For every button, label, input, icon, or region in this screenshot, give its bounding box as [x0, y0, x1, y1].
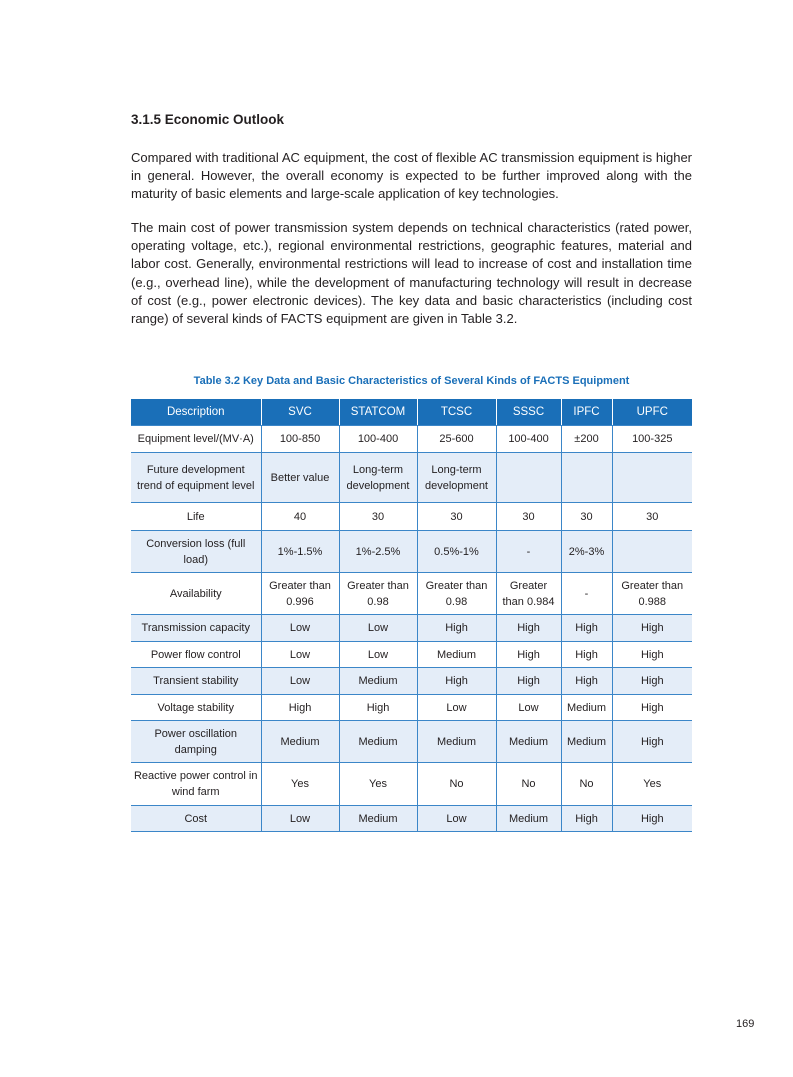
column-header: SVC	[261, 399, 339, 426]
paragraph: Compared with traditional AC equipment, the cost of flexible AC transmission equipment is higher in general. However, the overall economy is expected to be further improved along with the maturity of basic elements and large-scale application of key technologies.	[131, 150, 692, 202]
table-cell: Low	[339, 642, 417, 668]
table-caption: Table 3.2 Key Data and Basic Characteristics of Several Kinds of FACTS Equipment	[193, 375, 630, 387]
table-cell: Medium	[261, 721, 339, 763]
table-cell: Low	[261, 668, 339, 695]
row-label: Reactive power control in wind farm	[131, 763, 261, 806]
table-cell: High	[612, 806, 692, 832]
table-row	[131, 806, 692, 832]
table-cell: 30	[339, 503, 417, 531]
table-cell: High	[612, 642, 692, 668]
table-cell: Greater than 0.984	[496, 573, 561, 615]
table-cell: Medium	[417, 721, 496, 763]
row-label: Availability	[131, 573, 261, 615]
table-cell: High	[496, 642, 561, 668]
table-cell: High	[612, 721, 692, 763]
table-cell: Medium	[496, 806, 561, 832]
table-row	[131, 615, 692, 642]
column-header: TCSC	[417, 399, 496, 426]
section-heading: 3.1.5 Economic Outlook	[131, 112, 285, 127]
table-row	[131, 426, 692, 453]
table-cell: No	[417, 763, 496, 806]
table-row	[131, 642, 692, 668]
row-label: Conversion loss (full load)	[131, 531, 261, 573]
table-cell: No	[561, 763, 612, 806]
table-cell: Low	[261, 806, 339, 832]
table-cell: 1%-1.5%	[261, 531, 339, 573]
table-cell: High	[339, 695, 417, 721]
table-cell: High	[417, 668, 496, 695]
table-row	[131, 531, 692, 573]
row-label: Cost	[131, 806, 261, 832]
row-label: Life	[131, 503, 261, 531]
table-cell: High	[612, 615, 692, 642]
table-cell: 30	[561, 503, 612, 531]
row-label: Future development trend of equipment level	[131, 453, 261, 503]
column-header: SSSC	[496, 399, 561, 426]
table-cell: Low	[496, 695, 561, 721]
table-cell: 40	[261, 503, 339, 531]
column-header: STATCOM	[339, 399, 417, 426]
table-cell: High	[561, 668, 612, 695]
table-cell	[561, 453, 612, 503]
paragraph: The main cost of power transmission system depends on technical characteristics (rated power, operating voltage, etc.), regional environmental restrictions, geographic features, material and labor cost. Generally, environmental restrictions will lead to increase of cost and installation time (e.g., overhead line), while the development of manufacturing technology will result in decrease of cost (e.g., power electronic devices). The key data and basic characteristics (including cost range) of several kinds of FACTS equipment are given in Table 3.2.	[131, 220, 692, 327]
table-cell: Medium	[561, 695, 612, 721]
table-cell: 30	[612, 503, 692, 531]
page-number: 169	[736, 1018, 755, 1030]
table-cell	[496, 453, 561, 503]
table-cell: 1%-2.5%	[339, 531, 417, 573]
table-cell: Medium	[339, 668, 417, 695]
table-cell: High	[561, 806, 612, 832]
row-label: Power oscillation damping	[131, 721, 261, 763]
table-cell: Low	[339, 615, 417, 642]
table-cell: -	[561, 573, 612, 615]
table-cell: Greater than 0.996	[261, 573, 339, 615]
table-row	[131, 721, 692, 763]
table-cell: Long-term development	[417, 453, 496, 503]
table-cell: High	[612, 695, 692, 721]
table-row	[131, 695, 692, 721]
table-cell: 30	[417, 503, 496, 531]
table-cell: High	[496, 615, 561, 642]
table-cell: 100-400	[496, 426, 561, 453]
table-cell: High	[561, 642, 612, 668]
table-cell: Medium	[339, 806, 417, 832]
table-cell: High	[261, 695, 339, 721]
table-row	[131, 453, 692, 503]
row-label: Transmission capacity	[131, 615, 261, 642]
table-cell: Low	[261, 642, 339, 668]
table-row	[131, 573, 692, 615]
table-row	[131, 668, 692, 695]
table-cell	[612, 531, 692, 573]
row-label: Power flow control	[131, 642, 261, 668]
row-label: Voltage stability	[131, 695, 261, 721]
column-header: UPFC	[612, 399, 692, 426]
table-cell: 0.5%-1%	[417, 531, 496, 573]
table-cell: Greater than 0.98	[339, 573, 417, 615]
table-cell: ±200	[561, 426, 612, 453]
table-cell: High	[417, 615, 496, 642]
table-cell: Low	[261, 615, 339, 642]
column-header: IPFC	[561, 399, 612, 426]
table-cell: Medium	[496, 721, 561, 763]
table-cell: 100-325	[612, 426, 692, 453]
row-label: Equipment level/(MV·A)	[131, 426, 261, 453]
table-cell: 25-600	[417, 426, 496, 453]
table-cell: No	[496, 763, 561, 806]
table-cell: 2%-3%	[561, 531, 612, 573]
facts-table	[131, 399, 692, 832]
table-cell: High	[496, 668, 561, 695]
table-cell: Long-term development	[339, 453, 417, 503]
table-cell: Medium	[339, 721, 417, 763]
table-cell: Low	[417, 695, 496, 721]
table-cell: Yes	[339, 763, 417, 806]
table-cell: Better value	[261, 453, 339, 503]
table-header-row	[131, 399, 692, 426]
table-row	[131, 763, 692, 806]
table-cell	[612, 453, 692, 503]
table-cell: 100-850	[261, 426, 339, 453]
table-cell: -	[496, 531, 561, 573]
table-cell: Low	[417, 806, 496, 832]
table-cell: 100-400	[339, 426, 417, 453]
table-cell: Medium	[561, 721, 612, 763]
table-cell: Greater than 0.988	[612, 573, 692, 615]
table-cell: Yes	[261, 763, 339, 806]
table-cell: Medium	[417, 642, 496, 668]
table-cell: High	[612, 668, 692, 695]
table-cell: High	[561, 615, 612, 642]
table-row	[131, 503, 692, 531]
column-header: Description	[131, 399, 261, 426]
row-label: Transient stability	[131, 668, 261, 695]
table-cell: Yes	[612, 763, 692, 806]
table-cell: 30	[496, 503, 561, 531]
table-cell: Greater than 0.98	[417, 573, 496, 615]
